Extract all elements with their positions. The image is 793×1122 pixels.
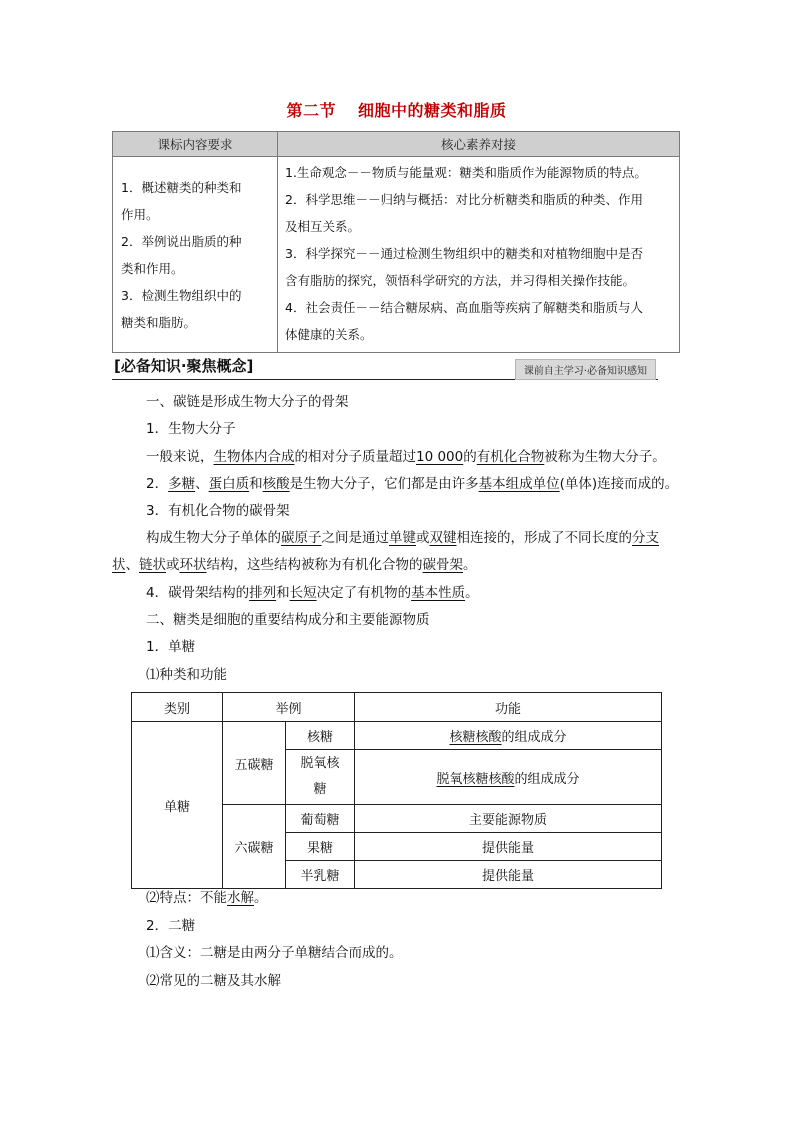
section-bar <box>112 353 658 380</box>
group-cell: 六碳糖 <box>223 805 286 889</box>
requirement-line: 1．概述糖类的种类和 <box>121 179 242 195</box>
section-bar-tag: 课前自主学习·必备知识感知 <box>515 359 656 380</box>
blank-answer: 排列 <box>249 585 277 601</box>
heading-1-3: 3．有机化合物的碳骨架 <box>146 503 290 519</box>
paragraph-line: 4．碳骨架结构的排列和长短决定了有机物的基本性质。 <box>146 585 479 601</box>
sugar-name: 果糖 <box>286 833 355 861</box>
function-cell: 提供能量 <box>355 861 662 889</box>
blank-answer: 生物体内合成 <box>213 449 295 465</box>
function-cell: 脱氧核糖核酸的组成成分 <box>355 750 662 805</box>
group-cell: 五碳糖 <box>223 722 286 805</box>
sugar-name: 脱氧核 糖 <box>286 750 355 805</box>
paragraph-line: ⑵特点：不能水解。 <box>146 890 268 906</box>
blank-answer: 分支 <box>632 530 659 546</box>
table-header: 类别 <box>132 693 223 722</box>
blank-answer: 基本性质 <box>411 585 466 601</box>
literacy-line: 4．社会责任－－结合糖尿病、高血脂等疾病了解糖类和脂质与人 <box>285 300 643 315</box>
heading-2-1a: ⑴种类和功能 <box>146 667 227 683</box>
literacy-cell <box>278 157 680 353</box>
sugar-name: 葡萄糖 <box>286 805 355 833</box>
heading-2-1: 1．单糖 <box>146 639 196 655</box>
literacy-line: 含有脂肪的探究，领悟科学研究的方法，并习得相关操作技能。 <box>285 273 636 288</box>
table-header: 举例 <box>223 693 355 722</box>
blank-answer: 单键 <box>389 530 416 546</box>
sugar-name: 核糖 <box>286 722 355 750</box>
literacy-line: 3．科学探究－－通过检测生物组织中的糖类和对植物细胞中是否 <box>285 246 643 261</box>
blank-answer: 有机化合物 <box>476 449 545 465</box>
blank-answer: 环状 <box>179 557 207 573</box>
function-cell: 提供能量 <box>355 833 662 861</box>
literacy-line: 及相互关系。 <box>285 219 361 234</box>
blank-answer: 碳骨架 <box>422 557 463 573</box>
paragraph-line: ⑴含义：二糖是由两分子单糖结合而成的。 <box>146 945 403 961</box>
requirement-line: 2．举例说出脂质的种 <box>121 233 242 249</box>
literacy-line: 1.生命观念－－物质与能量观：糖类和脂质作为能源物质的特点。 <box>285 165 647 180</box>
section-number: 第二节 <box>286 101 336 120</box>
paragraph-line: 构成生物大分子单体的碳原子之间是通过单键或双键相连接的，形成了不同长度的分支 <box>146 530 659 546</box>
blank-answer: 基本组成单位 <box>478 476 560 492</box>
blank-answer: 碳原子 <box>281 530 322 546</box>
requirements-header: 课标内容要求 <box>113 132 278 157</box>
paragraph-line: 一般来说，生物体内合成的相对分子质量超过10 000的有机化合物被称为生物大分子。 <box>146 449 666 465</box>
section-bar-label: [必备知识·聚焦概念] <box>114 357 254 375</box>
literacy-line: 2．科学思维－－归纳与概括：对比分析糖类和脂质的种类、作用 <box>285 192 643 207</box>
blank-answer: 双键 <box>429 530 457 546</box>
standards-table <box>112 131 680 353</box>
requirement-line: 3．检测生物组织中的 <box>121 287 242 303</box>
blank-answer: 10 000 <box>416 449 464 465</box>
literacy-line: 体健康的关系。 <box>285 327 373 342</box>
paragraph-line: 2．多糖、蛋白质和核酸是生物大分子，它们都是由许多基本组成单位(单体)连接而成的。 <box>146 476 679 492</box>
function-cell: 主要能源物质 <box>355 805 662 833</box>
requirement-line: 类和作用。 <box>121 260 184 276</box>
heading-1: 一、碳链是形成生物大分子的骨架 <box>146 394 349 410</box>
paragraph-line: ⑵常见的二糖及其水解 <box>146 973 281 989</box>
blank-answer: 链状 <box>139 557 166 573</box>
category-cell: 单糖 <box>132 722 223 889</box>
function-cell: 核糖核酸的组成成分 <box>355 722 662 750</box>
requirement-line: 作用。 <box>121 206 159 222</box>
blank-answer: 多糖 <box>168 476 196 492</box>
literacy-header: 核心素养对接 <box>278 132 680 157</box>
monosaccharide-table <box>131 692 662 889</box>
blank-answer: 蛋白质 <box>208 476 250 492</box>
paragraph-line: 状、链状或环状结构，这些结构被称为有机化合物的碳骨架。 <box>112 557 477 573</box>
requirement-line: 糖类和脂肪。 <box>121 314 197 330</box>
blank-answer: 水解 <box>227 890 254 906</box>
heading-2: 二、糖类是细胞的重要结构成分和主要能源物质 <box>146 612 430 628</box>
blank-answer: 核酸 <box>262 476 290 492</box>
heading-2-2: 2．二糖 <box>146 918 196 934</box>
page-title <box>0 98 793 121</box>
blank-answer: 长短 <box>289 585 317 601</box>
heading-1-1: 1．生物大分子 <box>146 421 236 437</box>
sugar-name: 半乳糖 <box>286 861 355 889</box>
table-header: 功能 <box>355 693 662 722</box>
blank-answer: 状 <box>112 557 126 573</box>
requirements-cell <box>113 157 278 353</box>
section-title: 细胞中的糖类和脂质 <box>358 101 507 120</box>
